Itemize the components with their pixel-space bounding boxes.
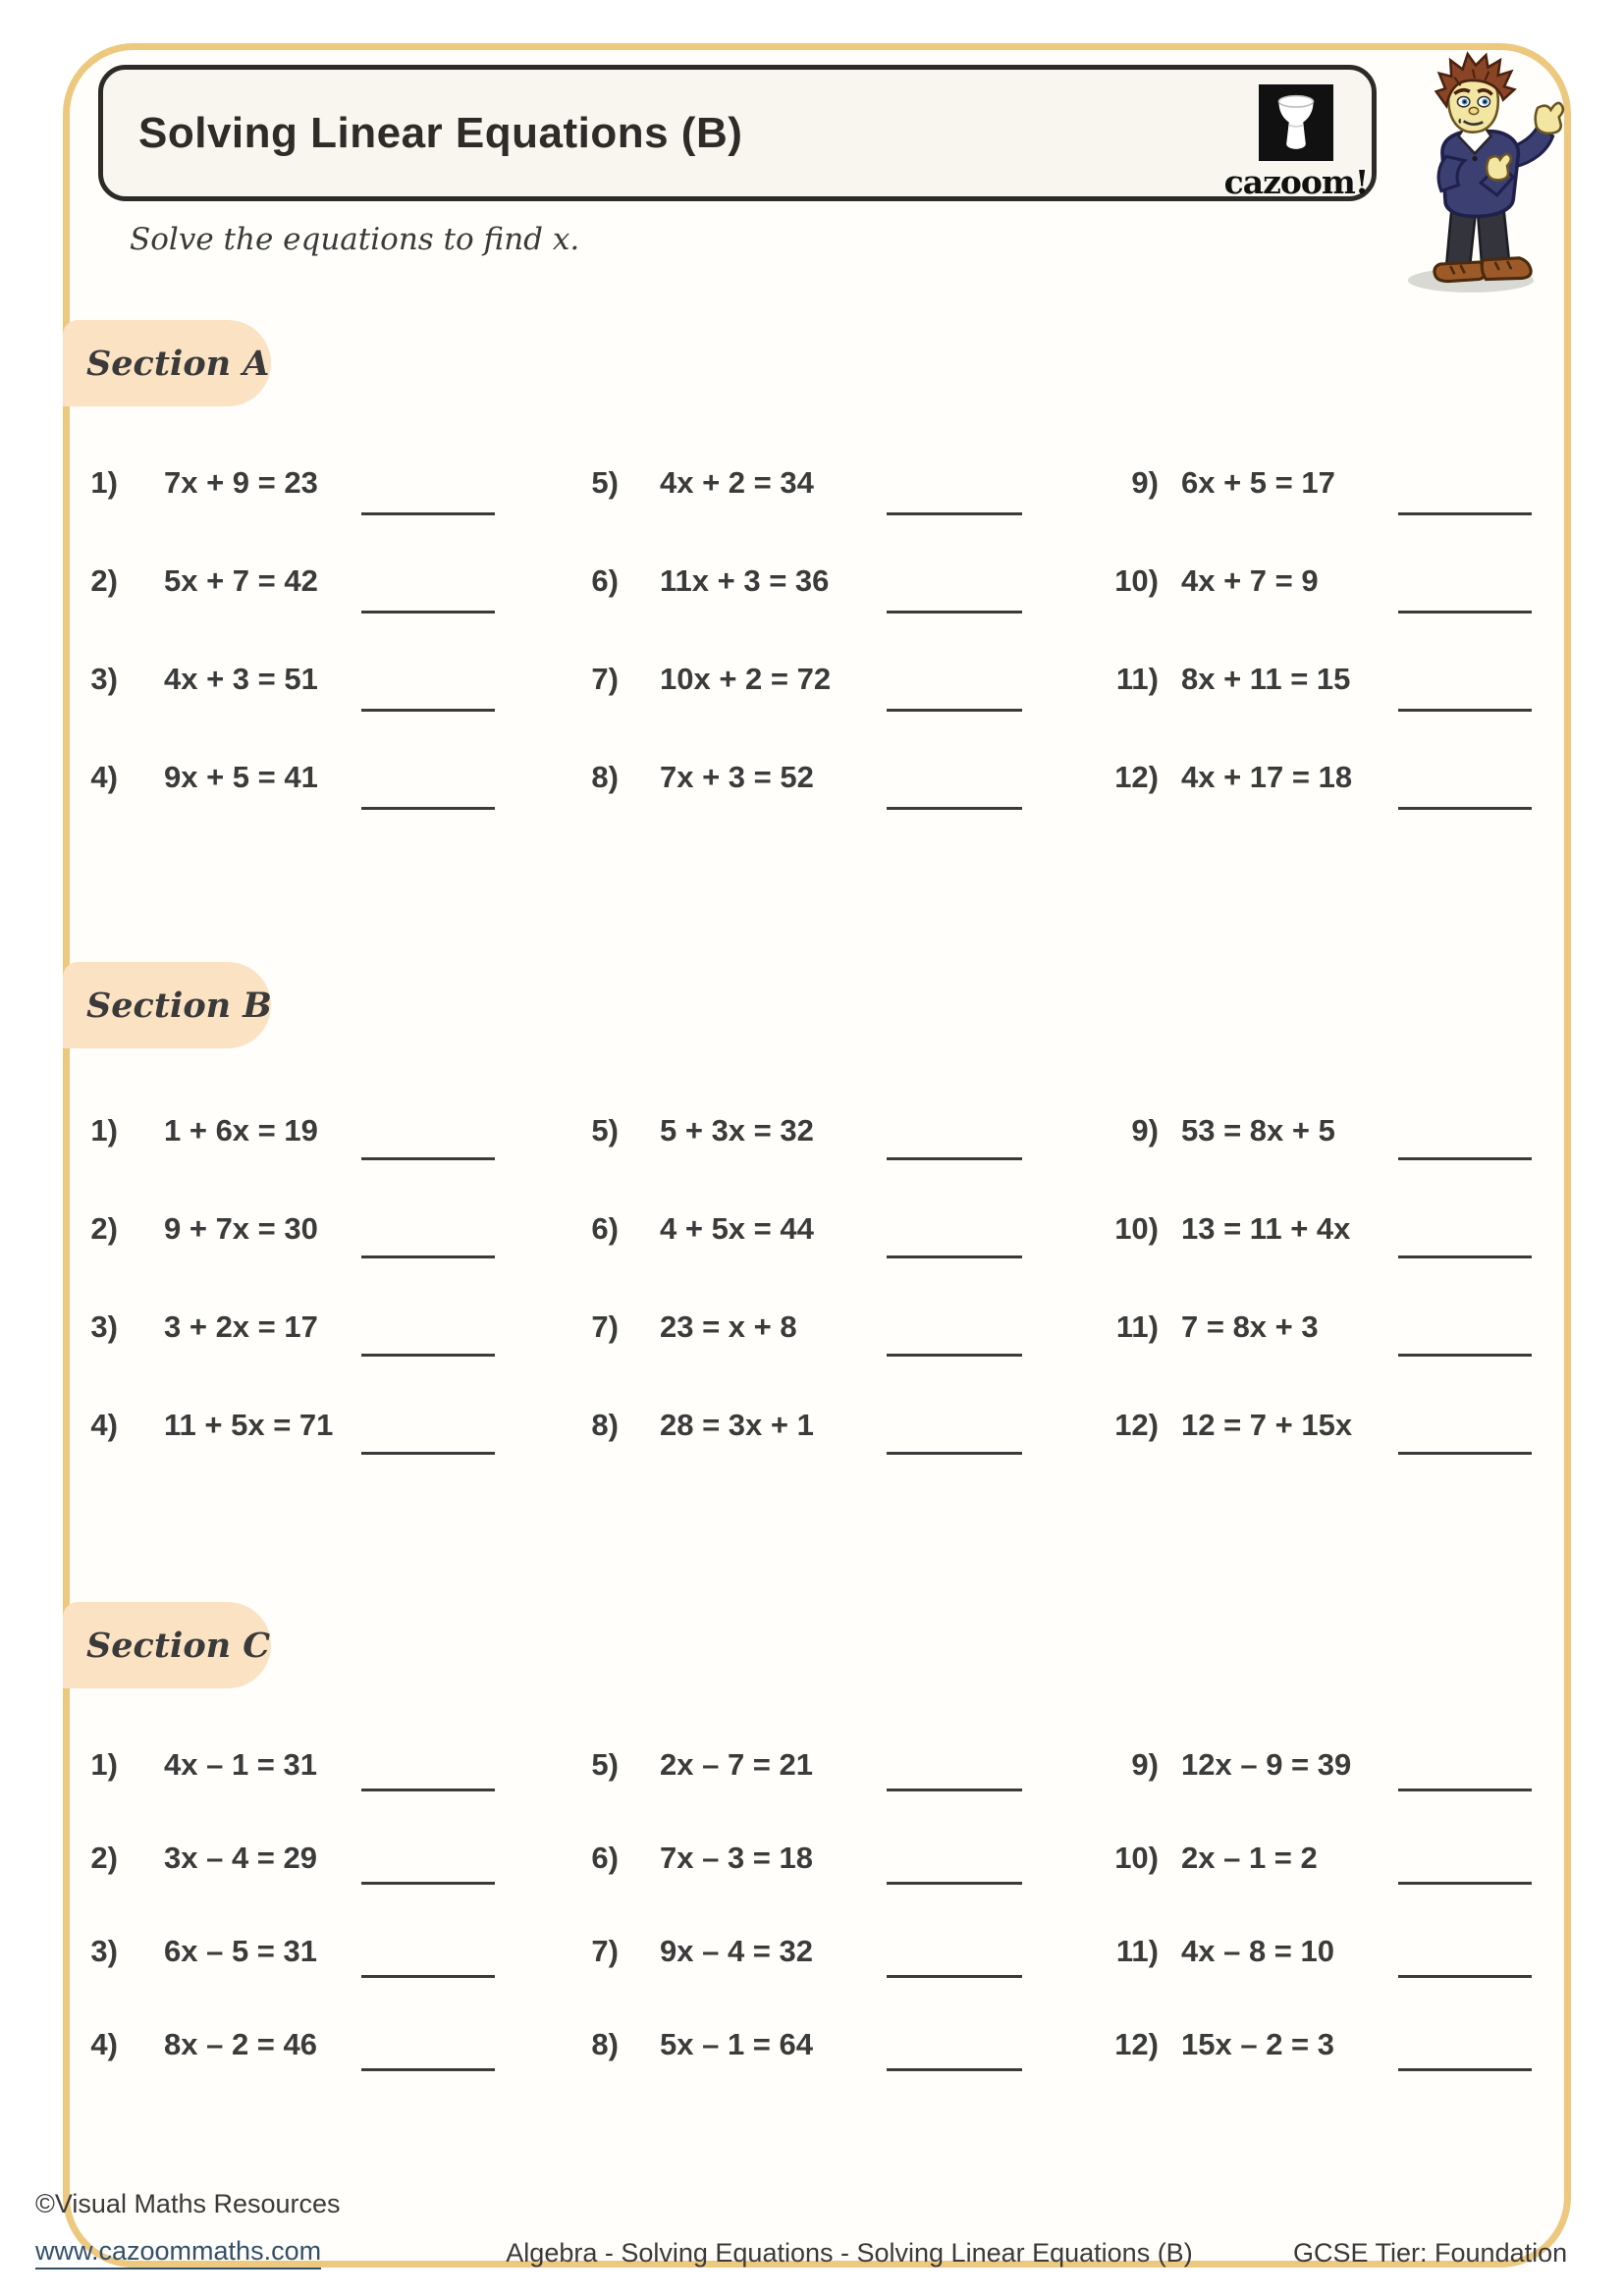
problem-number: 11) xyxy=(1115,662,1159,696)
worksheet-title-box xyxy=(98,65,1377,201)
cazoom-logo xyxy=(1218,84,1375,201)
footer-copyright: ©Visual Maths Resources xyxy=(35,2189,341,2218)
problem-equation: 4 + 5x = 44 xyxy=(660,1211,814,1246)
answer-line xyxy=(361,512,495,515)
answer-line xyxy=(1398,1354,1532,1357)
section-label-c xyxy=(63,1602,271,1688)
problem-number: 2) xyxy=(90,1211,118,1246)
answer-line xyxy=(887,1975,1022,1978)
problem-number: 11) xyxy=(1115,1309,1159,1344)
problem-number: 7) xyxy=(591,1309,619,1344)
problem-equation: 8x + 11 = 15 xyxy=(1181,662,1351,696)
answer-line xyxy=(361,807,495,810)
answer-line xyxy=(361,1255,495,1258)
answer-line xyxy=(887,1882,1022,1885)
problem-equation: 4x + 7 = 9 xyxy=(1181,563,1319,598)
problem-equation: 6x + 5 = 17 xyxy=(1181,465,1335,500)
problem-equation: 7x – 3 = 18 xyxy=(660,1841,813,1875)
answer-line xyxy=(361,1882,495,1885)
problem-number: 6) xyxy=(591,1211,619,1246)
problem-number: 6) xyxy=(591,563,619,598)
mascot-boy-thumbs-up xyxy=(1380,51,1569,294)
problem-number: 12) xyxy=(1114,760,1159,794)
problem-number: 6) xyxy=(591,1841,619,1875)
cazoom-logo-text: cazoom! xyxy=(1223,163,1369,201)
answer-line xyxy=(1398,709,1532,712)
problem-equation: 11 + 5x = 71 xyxy=(164,1408,334,1442)
problem-equation: 4x + 2 = 34 xyxy=(660,465,814,500)
answer-line xyxy=(361,709,495,712)
problem-equation: 4x + 3 = 51 xyxy=(164,662,318,696)
problem-equation: 7x + 3 = 52 xyxy=(660,760,814,794)
footer-breadcrumb: Algebra - Solving Equations - Solving Linear Equations (B) xyxy=(506,2238,1193,2268)
problem-equation: 1 + 6x = 19 xyxy=(164,1113,318,1148)
problem-equation: 12x – 9 = 39 xyxy=(1181,1747,1352,1782)
answer-line xyxy=(1398,1255,1532,1258)
answer-line xyxy=(361,1157,495,1160)
answer-line xyxy=(1398,1882,1532,1885)
problem-number: 7) xyxy=(591,1934,619,1968)
section-label-a xyxy=(63,320,271,406)
answer-line xyxy=(1398,807,1532,810)
problem-number: 9) xyxy=(1131,465,1159,500)
answer-line xyxy=(361,1975,495,1978)
answer-line xyxy=(887,1452,1022,1455)
answer-line xyxy=(887,1354,1022,1357)
problem-equation: 28 = 3x + 1 xyxy=(660,1408,814,1442)
problem-equation: 4x – 1 = 31 xyxy=(164,1747,317,1782)
answer-line xyxy=(887,807,1022,810)
problem-number: 5) xyxy=(591,1747,619,1782)
problem-number: 4) xyxy=(90,760,118,794)
problem-equation: 6x – 5 = 31 xyxy=(164,1934,317,1968)
problem-number: 5) xyxy=(591,1113,619,1148)
problem-number: 11) xyxy=(1115,1934,1159,1968)
problem-equation: 5x – 1 = 64 xyxy=(660,2027,813,2061)
problem-equation: 5x + 7 = 42 xyxy=(164,563,318,598)
answer-line xyxy=(887,1157,1022,1160)
problem-number: 4) xyxy=(90,1408,118,1442)
problem-number: 8) xyxy=(591,1408,619,1442)
problem-equation: 10x + 2 = 72 xyxy=(660,662,832,696)
problem-equation: 4x – 8 = 10 xyxy=(1181,1934,1334,1968)
answer-line xyxy=(1398,512,1532,515)
problem-equation: 53 = 8x + 5 xyxy=(1181,1113,1335,1148)
answer-line xyxy=(361,1789,495,1791)
problem-number: 8) xyxy=(591,760,619,794)
problem-equation: 3x – 4 = 29 xyxy=(164,1841,317,1875)
problem-equation: 4x + 17 = 18 xyxy=(1181,760,1353,794)
problem-equation: 3 + 2x = 17 xyxy=(164,1309,318,1344)
problem-equation: 12 = 7 + 15x xyxy=(1181,1408,1353,1442)
section-label-text: Section A xyxy=(86,343,270,384)
problem-number: 10) xyxy=(1114,563,1159,598)
problem-number: 2) xyxy=(90,563,118,598)
instruction-text: Solve the equations to find x. xyxy=(130,222,580,257)
problem-number: 7) xyxy=(591,662,619,696)
problem-equation: 11x + 3 = 36 xyxy=(660,563,830,598)
problem-equation: 8x – 2 = 46 xyxy=(164,2027,317,2061)
problem-number: 1) xyxy=(90,1747,118,1782)
footer-website-link[interactable]: www.cazoommaths.com xyxy=(35,2236,321,2269)
problem-equation: 23 = x + 8 xyxy=(660,1309,797,1344)
section-label-text: Section C xyxy=(86,1625,271,1666)
problem-equation: 2x – 1 = 2 xyxy=(1181,1841,1318,1875)
problem-number: 12) xyxy=(1114,2027,1159,2061)
problem-number: 5) xyxy=(591,465,619,500)
answer-line xyxy=(887,512,1022,515)
problem-number: 3) xyxy=(90,1309,118,1344)
problem-number: 12) xyxy=(1114,1408,1159,1442)
footer-tier-label: GCSE Tier: Foundation xyxy=(1293,2238,1568,2268)
answer-line xyxy=(887,1789,1022,1791)
section-label-b xyxy=(63,962,271,1048)
answer-line xyxy=(361,1452,495,1455)
answer-line xyxy=(887,2068,1022,2071)
problem-number: 4) xyxy=(90,2027,118,2061)
answer-line xyxy=(361,611,495,614)
answer-line xyxy=(361,2068,495,2071)
problem-equation: 9x – 4 = 32 xyxy=(660,1934,813,1968)
answer-line xyxy=(1398,611,1532,614)
answer-line xyxy=(1398,1789,1532,1791)
answer-line xyxy=(361,1354,495,1357)
problem-number: 10) xyxy=(1114,1841,1159,1875)
problem-number: 3) xyxy=(90,662,118,696)
answer-line xyxy=(887,611,1022,614)
problem-equation: 7 = 8x + 3 xyxy=(1181,1309,1319,1344)
answer-line xyxy=(887,709,1022,712)
djembe-drum-icon xyxy=(1259,84,1333,161)
answer-line xyxy=(1398,1975,1532,1978)
answer-line xyxy=(1398,2068,1532,2071)
answer-line xyxy=(887,1255,1022,1258)
problem-equation: 7x + 9 = 23 xyxy=(164,465,318,500)
problem-equation: 5 + 3x = 32 xyxy=(660,1113,814,1148)
problem-number: 8) xyxy=(591,2027,619,2061)
answer-line xyxy=(1398,1452,1532,1455)
problem-number: 1) xyxy=(90,1113,118,1148)
problem-number: 9) xyxy=(1131,1113,1159,1148)
problem-equation: 15x – 2 = 3 xyxy=(1181,2027,1334,2061)
problem-equation: 9x + 5 = 41 xyxy=(164,760,318,794)
section-label-text: Section B xyxy=(86,985,272,1026)
problem-equation: 13 = 11 + 4x xyxy=(1181,1211,1351,1246)
problem-number: 1) xyxy=(90,465,118,500)
answer-line xyxy=(1398,1157,1532,1160)
problem-equation: 9 + 7x = 30 xyxy=(164,1211,318,1246)
problem-number: 9) xyxy=(1131,1747,1159,1782)
page-title: Solving Linear Equations (B) xyxy=(138,108,743,157)
problem-number: 10) xyxy=(1114,1211,1159,1246)
problem-number: 2) xyxy=(90,1841,118,1875)
problem-number: 3) xyxy=(90,1934,118,1968)
problem-equation: 2x – 7 = 21 xyxy=(660,1747,813,1782)
